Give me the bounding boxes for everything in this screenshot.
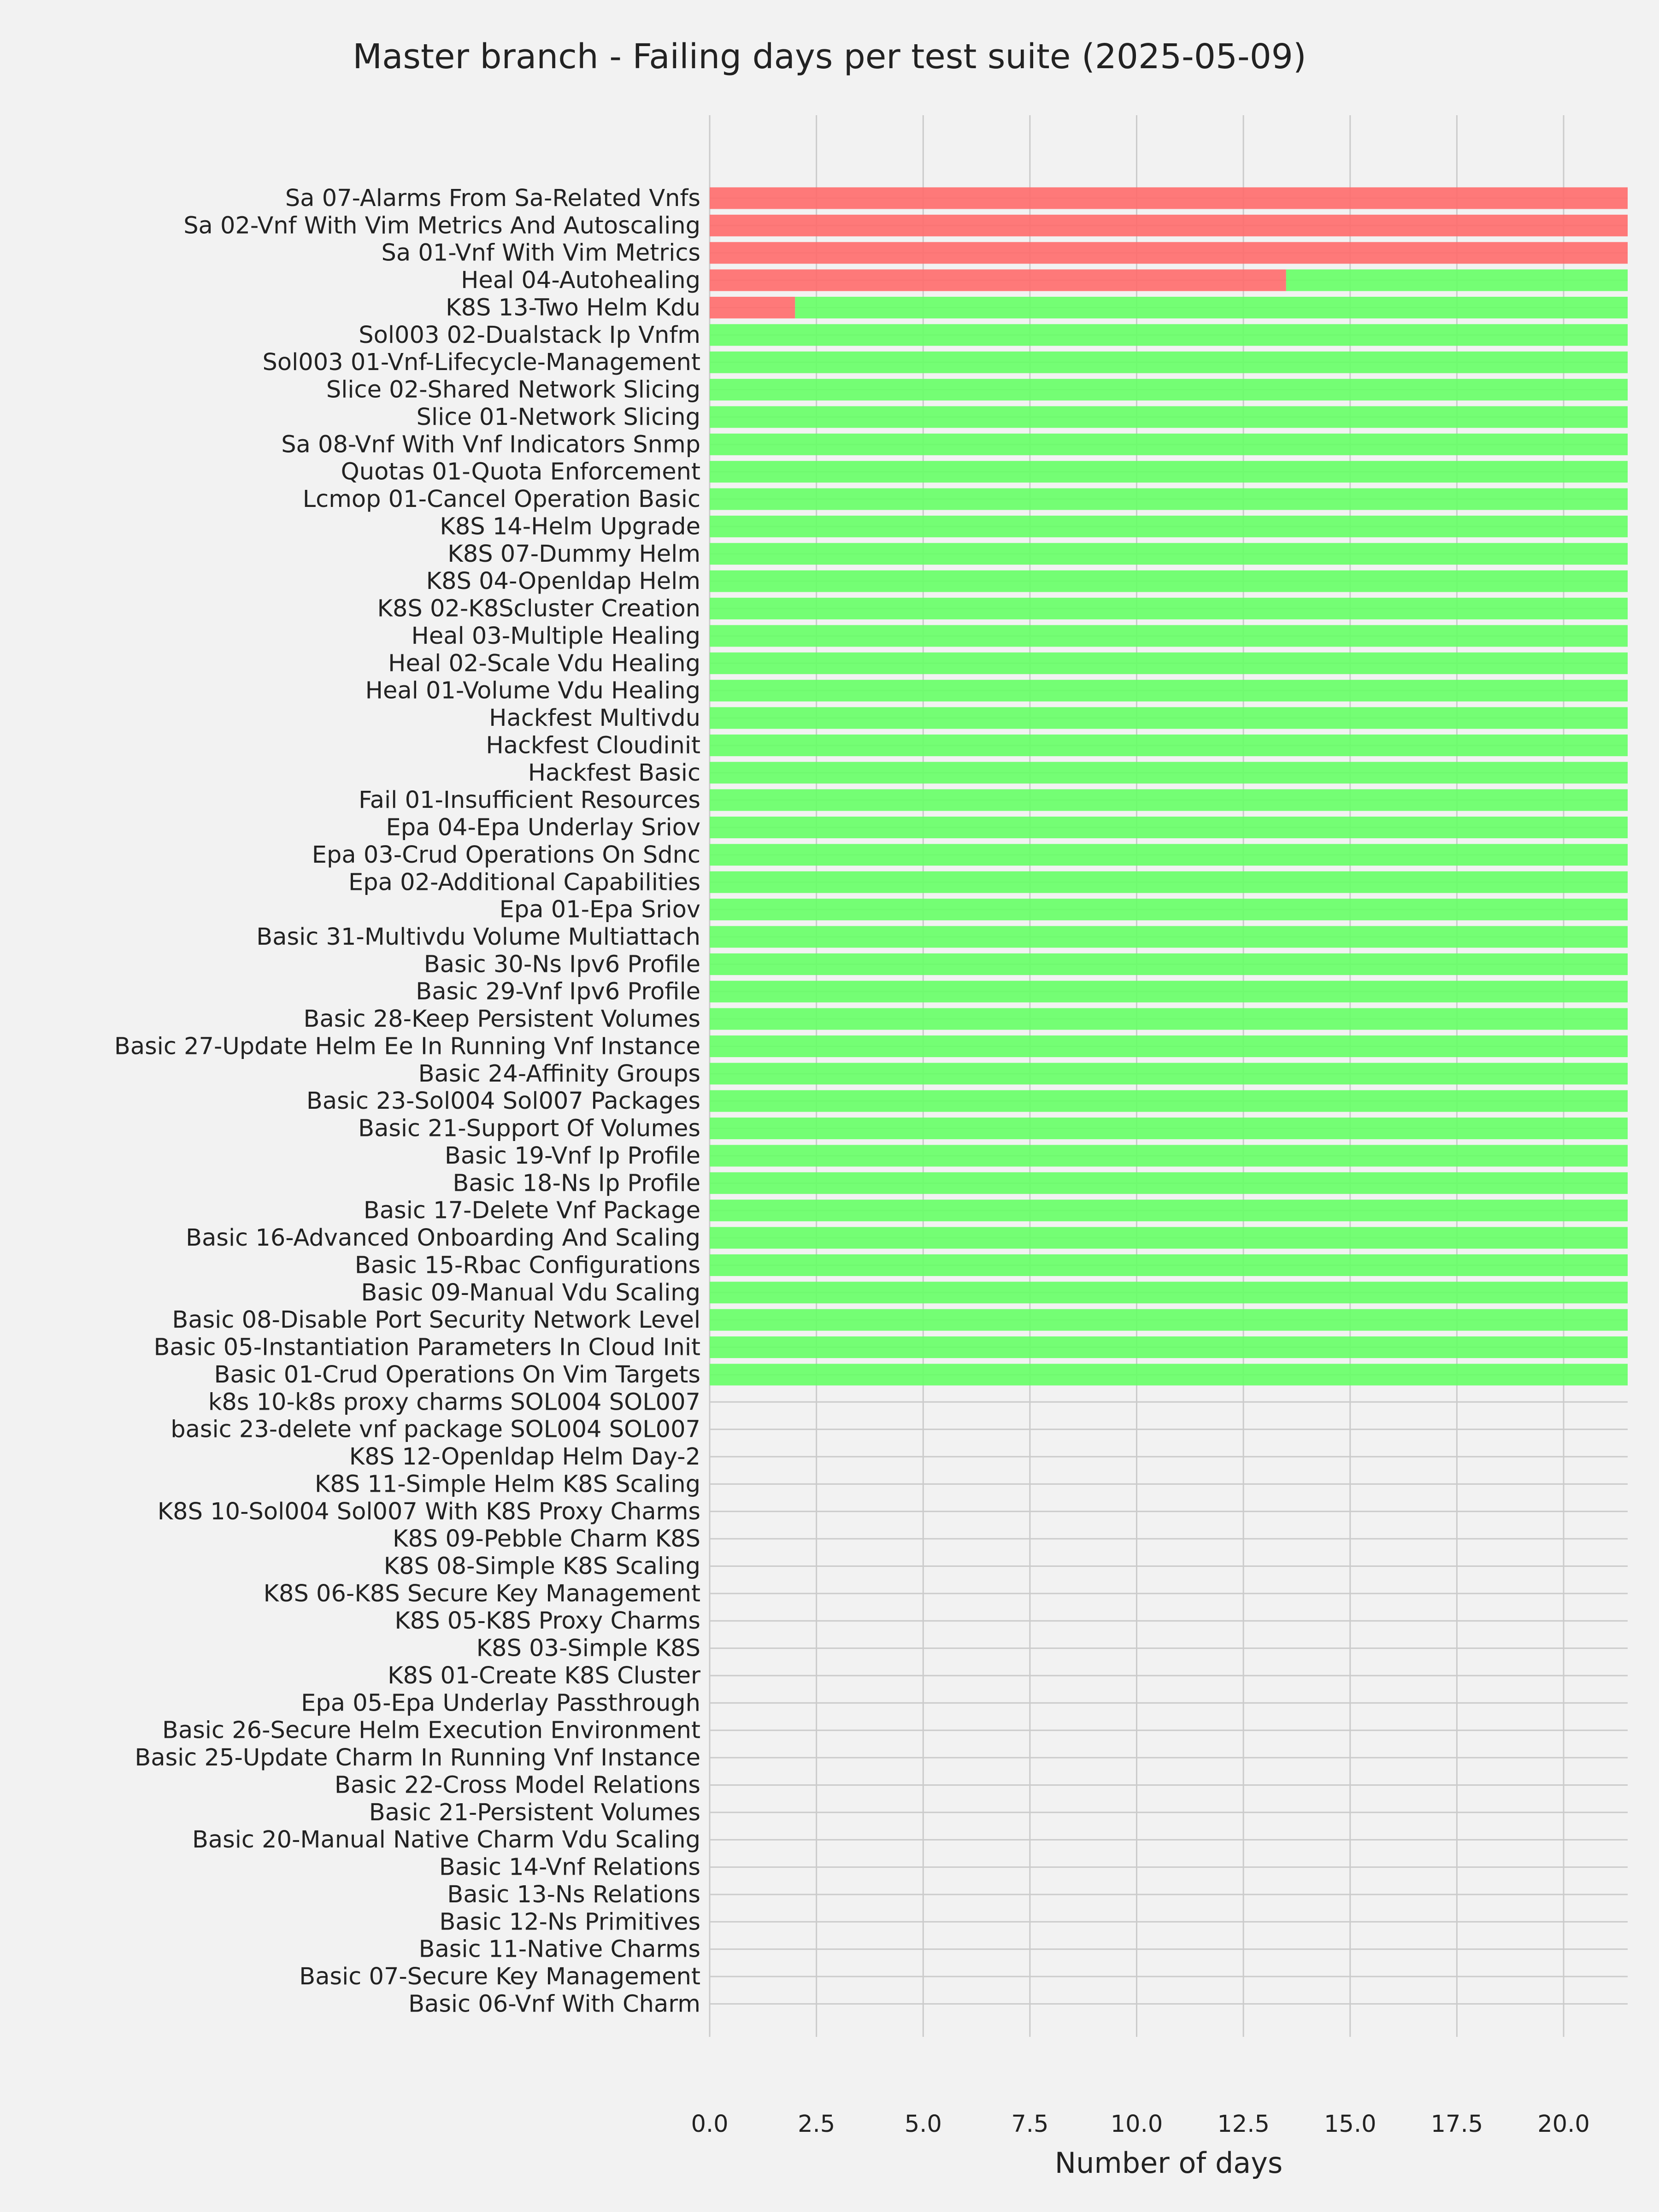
y-tick-label: Quotas 01-Quota Enforcement (341, 458, 700, 486)
y-tick-label: Basic 09-Manual Vdu Scaling (361, 1279, 700, 1306)
bar-passing (710, 488, 1628, 510)
y-tick-label: Basic 17-Delete Vnf Package (363, 1197, 700, 1224)
y-tick-label: Hackfest Multivdu (489, 705, 700, 732)
y-tick-label: Heal 04-Autohealing (461, 267, 700, 294)
x-tick-label: 2.5 (798, 2111, 835, 2138)
y-tick-label: Slice 02-Shared Network Slicing (326, 376, 700, 404)
y-tick-label: K8S 03-Simple K8S (476, 1635, 700, 1662)
y-tick-label: Epa 04-Epa Underlay Sriov (386, 814, 700, 841)
y-tick-label: Basic 20-Manual Native Charm Vdu Scaling (192, 1826, 700, 1854)
x-tick-label: 0.0 (691, 2111, 729, 2138)
bar-passing (710, 324, 1628, 346)
x-tick-label: 17.5 (1430, 2111, 1483, 2138)
y-tick-label: K8S 05-K8S Proxy Charms (394, 1607, 700, 1635)
bar-passing (710, 352, 1628, 373)
bar-passing (710, 653, 1628, 674)
y-tick-label: Basic 16-Advanced Onboarding And Scaling (186, 1224, 700, 1252)
y-tick-label: Basic 07-Secure Key Management (299, 1963, 700, 1991)
y-tick-label: Basic 06-Vnf With Charm (408, 1990, 700, 2018)
y-tick-label: Heal 01-Volume Vdu Healing (365, 677, 700, 705)
bar-passing (710, 981, 1628, 1002)
y-tick-label: Basic 26-Secure Helm Execution Environment (162, 1717, 700, 1744)
y-tick-label: Sa 01-Vnf With Vim Metrics (381, 239, 700, 267)
bar-passing (1286, 270, 1628, 291)
bar-passing (710, 844, 1628, 865)
y-tick-label: Basic 23-Sol004 Sol007 Packages (306, 1088, 700, 1115)
bar-passing (710, 1035, 1628, 1057)
bar-passing (710, 1282, 1628, 1303)
y-tick-label: K8S 08-Simple K8S Scaling (383, 1553, 700, 1580)
y-tick-label: Basic 13-Ns Relations (447, 1881, 700, 1908)
y-tick-label: Basic 21-Support Of Volumes (358, 1115, 700, 1142)
y-tick-label: k8s 10-k8s proxy charms SOL004 SOL007 (208, 1388, 700, 1416)
bar-passing (710, 1172, 1628, 1194)
y-tick-label: Basic 05-Instantiation Parameters In Cloud Init (153, 1334, 700, 1361)
bar-passing (710, 1227, 1628, 1249)
bar-passing (710, 379, 1628, 400)
bar-passing (710, 598, 1628, 619)
bar-passing (710, 817, 1628, 838)
bar-passing (710, 1200, 1628, 1221)
bar-passing (710, 1008, 1628, 1030)
y-tick-label: Basic 27-Update Helm Ee In Running Vnf Instance (114, 1033, 700, 1060)
bar-failing (710, 270, 1286, 291)
y-tick-label: Fail 01-Insufficient Resources (359, 787, 700, 814)
y-tick-label: Epa 02-Additional Capabilities (348, 869, 700, 896)
bar-passing (710, 762, 1628, 783)
bar-passing (710, 1145, 1628, 1166)
y-tick-label: K8S 12-Openldap Helm Day-2 (349, 1443, 700, 1471)
y-tick-label: Basic 29-Vnf Ipv6 Profile (416, 978, 700, 1006)
y-tick-label: Sa 07-Alarms From Sa-Related Vnfs (285, 185, 700, 212)
y-tick-label: K8S 02-K8Scluster Creation (377, 595, 700, 623)
y-tick-label: Epa 01-Epa Sriov (499, 896, 700, 924)
y-tick-label: Hackfest Basic (528, 759, 700, 787)
y-tick-label: Sa 08-Vnf With Vnf Indicators Snmp (281, 431, 700, 459)
y-tick-label: Basic 24-Affinity Groups (418, 1060, 700, 1088)
y-tick-label: K8S 06-K8S Secure Key Management (263, 1580, 700, 1607)
bar-passing (710, 571, 1628, 592)
y-tick-label: K8S 01-Create K8S Cluster (388, 1662, 700, 1689)
y-tick-label: Basic 11-Native Charms (418, 1936, 700, 1963)
x-tick-label: 20.0 (1537, 2111, 1590, 2138)
y-tick-label: K8S 13-Two Helm Kdu (446, 294, 700, 322)
bar-passing (710, 871, 1628, 893)
bar-passing (795, 297, 1628, 318)
bar-passing (710, 1364, 1628, 1385)
bar-passing (710, 1090, 1628, 1112)
y-tick-label: Sol003 02-Dualstack Ip Vnfm (359, 321, 700, 349)
bar-failing (710, 297, 795, 318)
y-tick-label: Basic 30-Ns Ipv6 Profile (424, 951, 700, 978)
y-tick-label: Basic 19-Vnf Ip Profile (444, 1142, 700, 1170)
y-tick-label: Hackfest Cloudinit (486, 732, 700, 759)
bar-passing (710, 625, 1628, 647)
y-tick-label: Lcmop 01-Cancel Operation Basic (302, 486, 700, 513)
y-tick-label: Basic 15-Rbac Configurations (354, 1252, 700, 1279)
y-tick-label: Basic 21-Persistent Volumes (369, 1799, 700, 1826)
y-tick-label: Basic 25-Update Charm In Running Vnf Instance (135, 1744, 700, 1772)
x-tick-label: 7.5 (1011, 2111, 1049, 2138)
y-tick-label: Basic 08-Disable Port Security Network Level (172, 1306, 700, 1334)
bar-passing (710, 680, 1628, 701)
bar-passing (710, 1063, 1628, 1084)
x-tick-label: 15.0 (1324, 2111, 1377, 2138)
bar-passing (710, 1254, 1628, 1276)
y-tick-label: K8S 10-Sol004 Sol007 With K8S Proxy Charms (157, 1498, 700, 1525)
y-tick-label: Basic 18-Ns Ip Profile (453, 1170, 700, 1197)
bar-passing (710, 406, 1628, 428)
x-tick-label: 12.5 (1217, 2111, 1270, 2138)
bar-passing (710, 735, 1628, 756)
y-tick-label: K8S 09-Pebble Charm K8S (392, 1525, 700, 1553)
y-tick-label: Basic 22-Cross Model Relations (334, 1771, 700, 1799)
bar-passing (710, 953, 1628, 975)
chart-title: Master branch - Failing days per test suite (2025-05-09) (353, 37, 1306, 76)
y-tick-label: Basic 14-Vnf Relations (439, 1853, 700, 1881)
bar-passing (710, 789, 1628, 811)
bar-passing (710, 1336, 1628, 1358)
y-tick-label: Heal 03-Multiple Healing (411, 622, 700, 650)
bar-passing (710, 434, 1628, 455)
y-tick-label: Heal 02-Scale Vdu Healing (388, 650, 700, 677)
y-tick-label: K8S 04-Openldap Helm (426, 568, 700, 595)
bar-passing (710, 926, 1628, 947)
bar-passing (710, 516, 1628, 537)
bar-failing (710, 188, 1628, 209)
y-tick-label: K8S 07-Dummy Helm (447, 540, 700, 568)
y-tick-label: K8S 14-Helm Upgrade (440, 513, 700, 541)
y-tick-label: Slice 01-Network Slicing (416, 403, 700, 431)
bar-passing (710, 1309, 1628, 1331)
y-tick-label: Sol003 01-Vnf-Lifecycle-Management (262, 349, 700, 377)
x-axis-label: Number of days (1054, 2146, 1283, 2180)
y-tick-label: Basic 01-Crud Operations On Vim Targets (214, 1361, 700, 1388)
y-tick-label: basic 23-delete vnf package SOL004 SOL007 (171, 1416, 700, 1443)
bar-passing (710, 543, 1628, 565)
bar-passing (710, 461, 1628, 482)
y-tick-label: Basic 12-Ns Primitives (439, 1908, 700, 1936)
y-tick-label: Epa 03-Crud Operations On Sdnc (312, 841, 700, 869)
x-tick-label: 5.0 (904, 2111, 942, 2138)
y-tick-label: Sa 02-Vnf With Vim Metrics And Autoscaling (183, 212, 700, 240)
bar-passing (710, 1118, 1628, 1139)
y-tick-label: Basic 28-Keep Persistent Volumes (303, 1006, 700, 1033)
bar-passing (710, 707, 1628, 729)
bar-layer (710, 188, 1628, 1386)
x-tick-label: 10.0 (1110, 2111, 1163, 2138)
bar-failing (710, 242, 1628, 264)
y-tick-label: Epa 05-Epa Underlay Passthrough (301, 1689, 700, 1717)
bar-passing (710, 899, 1628, 920)
y-tick-label: Basic 31-Multivdu Volume Multiattach (256, 923, 700, 951)
bar-failing (710, 215, 1628, 236)
y-tick-label: K8S 11-Simple Helm K8S Scaling (314, 1471, 700, 1498)
